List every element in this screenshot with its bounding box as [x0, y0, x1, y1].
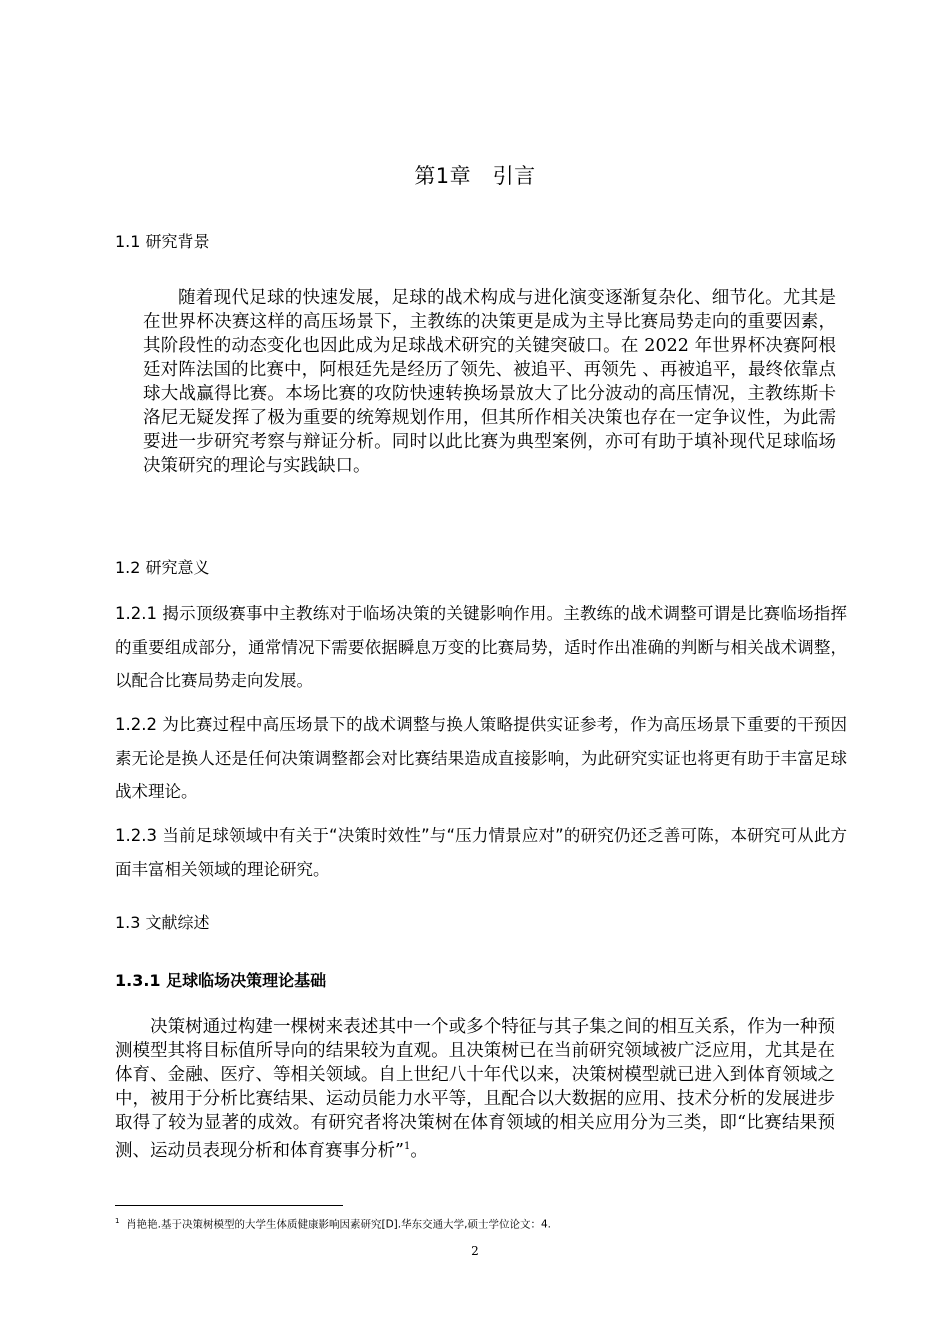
footnote-text: 肖艳艳.基于决策树模型的大学生体质健康影响因素研究[D].华东交通大学,硕士学位论文：4. — [126, 1218, 551, 1231]
chapter-title: 第1章 引言 — [414, 164, 536, 188]
section-heading-1-3: 1.3 文献综述 — [115, 913, 210, 932]
subsection-heading-1-3-1: 1.3.1 足球临场决策理论基础 — [115, 971, 327, 990]
significance-item-1: 1.2.1 揭示顶级赛事中主教练对于临场决策的关键影响作用。主教练的战术调整可谓是比赛临场指挥的重要组成部分，通常情况下需要依据瞬息万变的比赛局势，适时作出准确的判断与相关战术调整，以配合比赛局势走向发展。 — [115, 604, 847, 690]
page-number: 2 — [471, 1244, 479, 1258]
footnote — [115, 1214, 855, 1232]
footnote-separator — [115, 1205, 343, 1206]
significance-item-3: 1.2.3 当前足球领域中有关于“决策时效性”与“压力情景应对”的研究仍还乏善可陈，本研究可从此方面丰富相关领域的理论研究。 — [115, 826, 847, 879]
footnote-reference[interactable]: 1 — [403, 1141, 411, 1152]
section-heading-1-2: 1.2 研究意义 — [115, 558, 210, 577]
significance-item-2: 1.2.2 为比赛过程中高压场景下的战术调整与换人策略提供实证参考，作为高压场景下重要的干预因素无论是换人还是任何决策调整都会对比赛结果造成直接影响，为此研究实证也将更有助于丰富足球战术理论。 — [115, 715, 847, 801]
footnote-marker: 1 — [115, 1217, 120, 1225]
background-paragraph: 随着现代足球的快速发展，足球的战术构成与进化演变逐渐复杂化、细节化。尤其是在世界杯决赛这样的高压场景下，主教练的决策更是成为主导比赛局势走向的重要因素，其阶段性的动态变化也因此成为足球战术研究的关键突破口。在 2022 年世界杯决赛阿根廷对阵法国的比赛中，阿根廷先是经历了领先、被追平、再领先 、再被追平，最终依靠点球大战赢得比赛。本场比赛的攻防快速转换场景放大了比分波动的高压情况，主教练斯卡洛尼无疑发挥了极为重要的统筹规划作用，但其所作相关决策也存在一定争议性，为此需要进一步研究考察与辩证分析。同时以此比赛为典型案例，亦可有助于填补现代足球临场决策研究的理论与实践缺口。 — [143, 288, 836, 476]
decision-tree-paragraph — [115, 1015, 835, 1163]
decision-tree-paragraph-text: 决策树通过构建一棵树来表述其中一个或多个特征与其子集之间的相互关系，作为一种预测模型其将目标值所导向的结果较为直观。且决策树已在当前研究领域被广泛应用，尤其是在体育、金融、医疗、等相关领域。自上世纪八十年代以来，决策树模型就已进入到体育领域之中，被用于分析比赛结果、运动员能力水平等，且配合以大数据的应用、技术分析的发展进步取得了较为显著的成效。有研究者将决策树在体育领域的相关应用分为三类，即“比赛结果预测、运动员表现分析和体育赛事分析” — [115, 1017, 835, 1161]
section-heading-1-1: 1.1 研究背景 — [115, 232, 210, 251]
decision-tree-paragraph-end: 。 — [410, 1140, 428, 1161]
